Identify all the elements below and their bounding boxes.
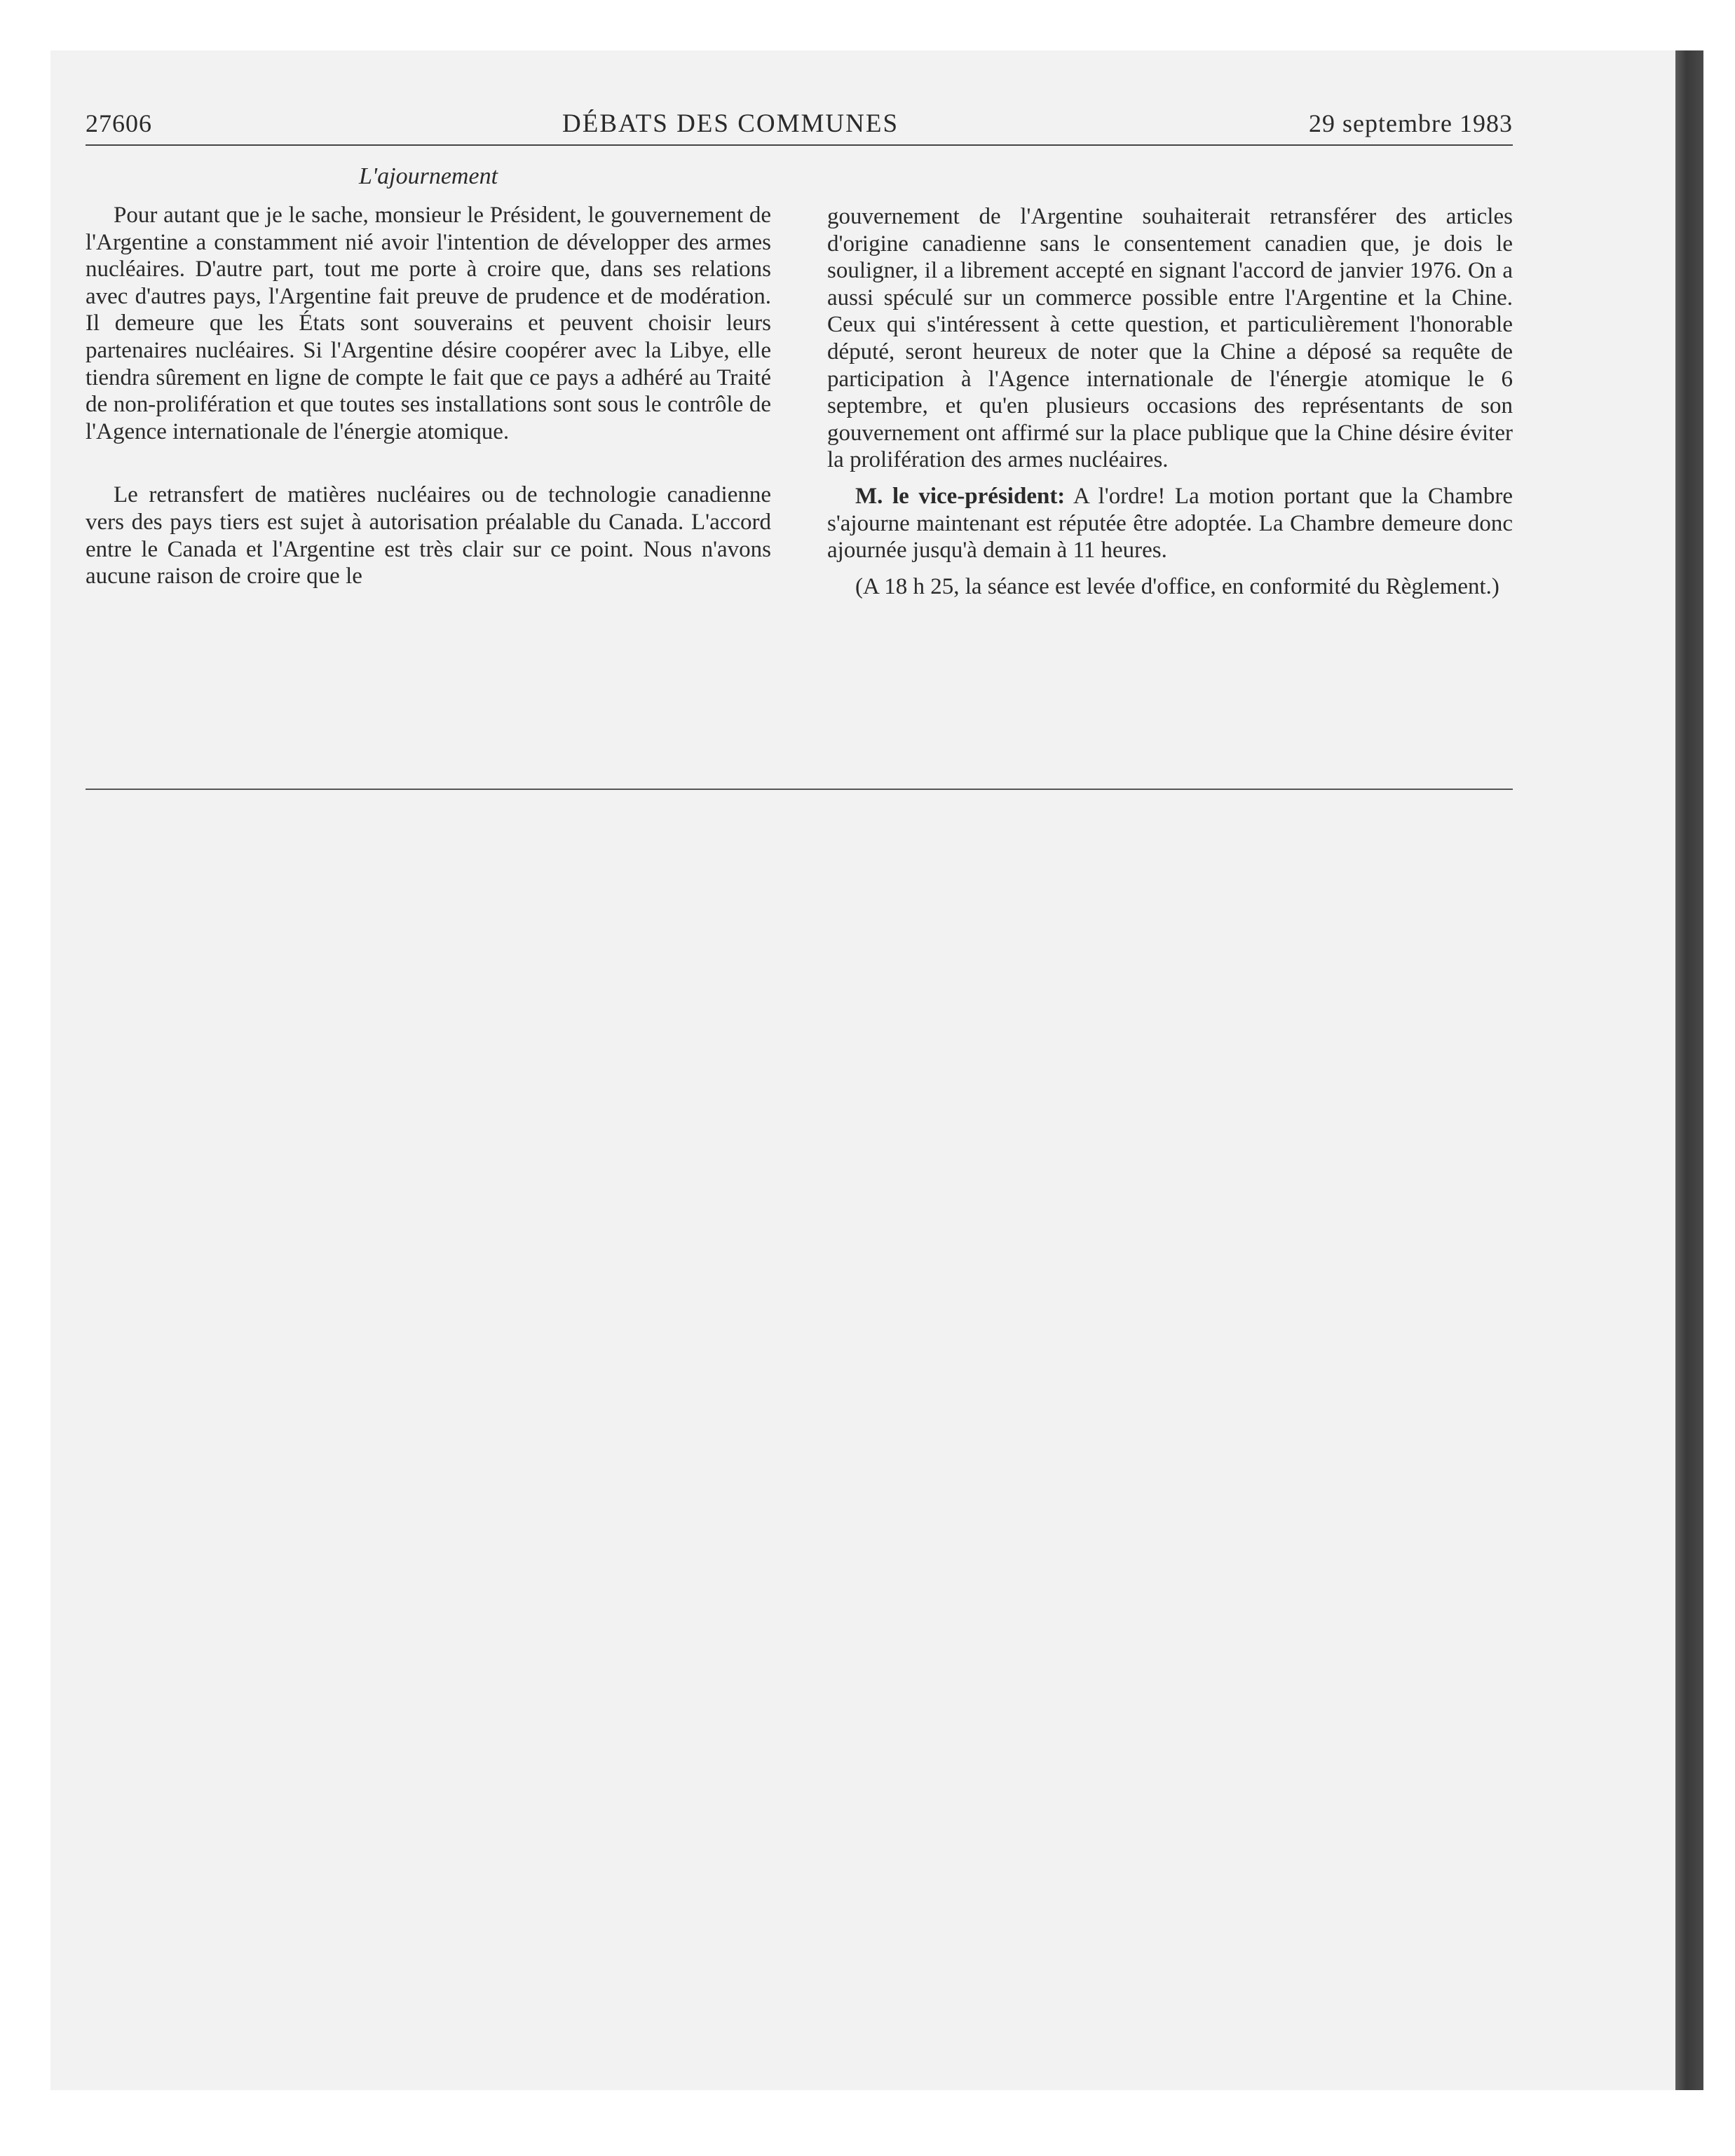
page-number: 27606 — [86, 109, 152, 137]
left-column — [86, 163, 771, 600]
right-paragraph-1: gouvernement de l'Argentine souhaiterait retransférer des articles d'origine canadienne sans le consentement canadien que, je dois le souligner, il a librement accepté en signant l'accord de janvier 1976. On a aussi spéculé sur un commerce possible entre l'Argentine et la Chine. Ceux qui s'intéressent à cette question, et particulièrement l'honorable député, seront heureux de noter que la Chine a déposé sa requête de participation à l'Agence internationale de l'énergie atomique le 6 septembre, et qu'en plusieurs occasions des représentants de son gouvernement ont affirmé sur la place publique que la Chine désire éviter la prolifération des armes nucléaires. — [827, 204, 1513, 473]
section-title: L'ajournement — [358, 163, 498, 189]
left-paragraph-2: Le retransfert de matières nucléaires ou de technologie canadienne vers des pays tiers est sujet à autorisation préalable du Canada. L'accord entre le Canada et l'Argentine est très clair sur ce point. Nous n'avons aucune raison de croire que le — [86, 482, 771, 589]
closing-note: (A 18 h 25, la séance est levée d'office, en conformité du Règlement.) — [855, 573, 1499, 599]
header-date: 29 septembre 1983 — [1309, 109, 1513, 137]
speaker-name: M. le vice-président: — [855, 483, 1066, 509]
bottom-rule — [86, 789, 1513, 790]
speaker-paragraph — [827, 483, 1513, 564]
running-header — [86, 109, 1513, 146]
speaker-text: A l'ordre! La motion portant que la Chambre s'ajourne maintenant est réputée être adoptée. La Chambre demeure donc ajournée jusqu'à demain à 11 heures. — [827, 483, 1513, 564]
document-page — [86, 109, 1513, 600]
right-column — [827, 163, 1513, 600]
left-paragraph-1: Pour autant que je le sache, monsieur le Président, le gouvernement de l'Argentine a constamment nié avoir l'intention de développer des armes nucléaires. D'autre part, tout me porte à croire que, dans ses relations avec d'autres pays, l'Argentine fait preuve de prudence et de modération. Il demeure que les États sont souverains et peuvent choisir leurs partenaires nucléaires. Si l'Argentine désire coopérer avec la Libye, elle tiendra sûrement en ligne de compte le fait que ce pays a adhéré au Traité de non-prolifération et que toutes ses installations sont sous le contrôle de l'Agence internationale de l'énergie atomique. — [86, 203, 771, 444]
scan-edge-shadow — [1675, 50, 1703, 2090]
publication-title: DÉBATS DES COMMUNES — [562, 109, 899, 138]
text-columns — [86, 163, 1513, 600]
